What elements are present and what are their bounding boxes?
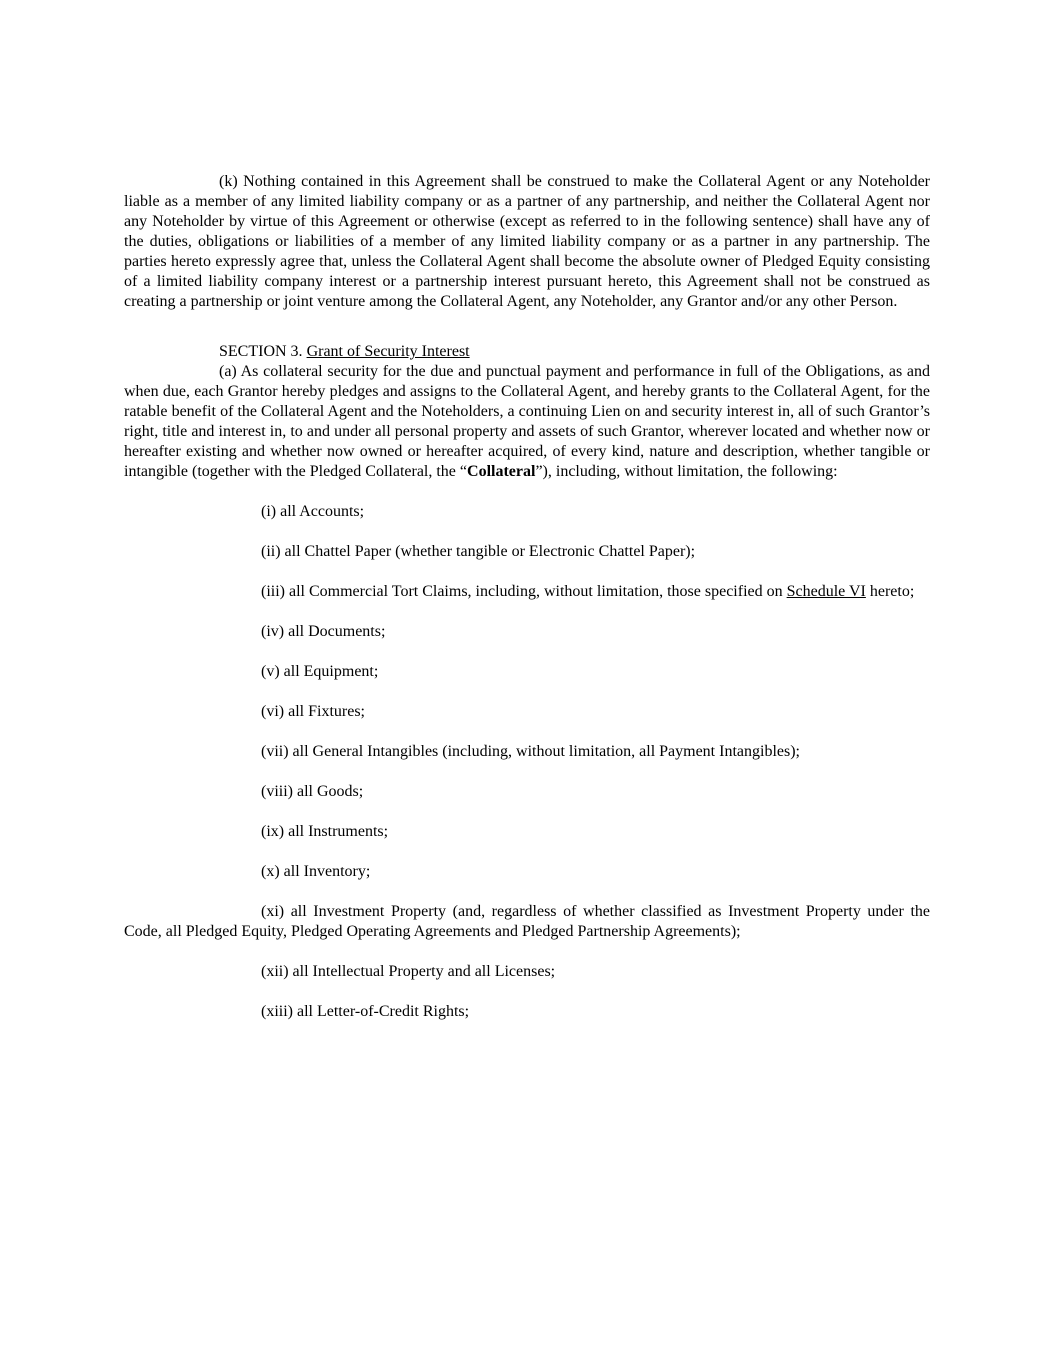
- schedule-vi-reference: Schedule VI: [786, 583, 866, 600]
- item-vii: (vii) all General Intangibles (including, without limitation, all Payment Intangibles);: [261, 743, 800, 760]
- collateral-defined-term: Collateral: [467, 463, 536, 480]
- item-xi: (xi) all Investment Property (and, regardless of whether classified as Investment Property under the Code, all Pledged Equity, Pledged Operating Agreements and Pledged Partnership Agreements);: [124, 903, 930, 940]
- paragraph-a: [124, 362, 930, 482]
- item-v: (v) all Equipment;: [261, 663, 379, 680]
- item-xii: (xii) all Intellectual Property and all Licenses;: [261, 963, 556, 980]
- item-iii-text: (iii) all Commercial Tort Claims, including, without limitation, those specified on: [261, 583, 787, 600]
- item-iv: (iv) all Documents;: [261, 623, 386, 640]
- document-page: [124, 172, 930, 1022]
- item-ii: (ii) all Chattel Paper (whether tangible or Electronic Chattel Paper);: [261, 543, 696, 560]
- item-ix: (ix) all Instruments;: [261, 823, 389, 840]
- paragraph-a-text-end: ”), including, without limitation, the following:: [535, 463, 838, 480]
- paragraph-k: (k) Nothing contained in this Agreement shall be construed to make the Collateral Agent or any Noteholder liable as a member of any limited liability company or as a partner of any partnership, and neither the Collateral Agent nor any Noteholder by virtue of this Agreement or otherwise (except as referred to in the following sentence) shall have any of the duties, obligations or liabilities of a member of any limited liability company or as a partner in any partnership. The parties hereto expressly agree that, unless the Collateral Agent shall become the absolute owner of Pledged Equity consisting of a limited liability company interest or a partnership interest pursuant hereto, this Agreement shall not be construed as creating a partnership or joint venture among the Collateral Agent, any Noteholder, any Grantor and/or any other Person.: [124, 173, 930, 310]
- item-x: (x) all Inventory;: [261, 863, 371, 880]
- item-i: (i) all Accounts;: [261, 503, 365, 520]
- item-iii-tail: hereto;: [865, 583, 915, 600]
- section-3-heading: [124, 342, 930, 362]
- paragraph-a-text-start: (a) As collateral security for the due and punctual payment and performance in full of the Obligations, as and when due, each Grantor hereby pledges and assigns to the Collateral Agent, and hereby grants to the Collateral Agent, for the ratable benefit of the Collateral Agent and the Noteholders, a continuing Lien on and security interest in, all of such Grantor’s right, title and interest in, to and under all personal property and assets of such Grantor, wherever located and whether now or hereafter existing and whether now owned or hereafter acquired, of every kind, nature and description, whether tangible or intangible (together with the Pledged Collateral, the “: [124, 363, 930, 480]
- section-number: SECTION 3.: [219, 343, 303, 360]
- item-iii: [124, 582, 930, 602]
- section-title: Grant of Security Interest: [306, 343, 470, 360]
- item-vi: (vi) all Fixtures;: [261, 703, 365, 720]
- item-xiii: (xiii) all Letter-of-Credit Rights;: [261, 1003, 470, 1020]
- item-viii: (viii) all Goods;: [261, 783, 364, 800]
